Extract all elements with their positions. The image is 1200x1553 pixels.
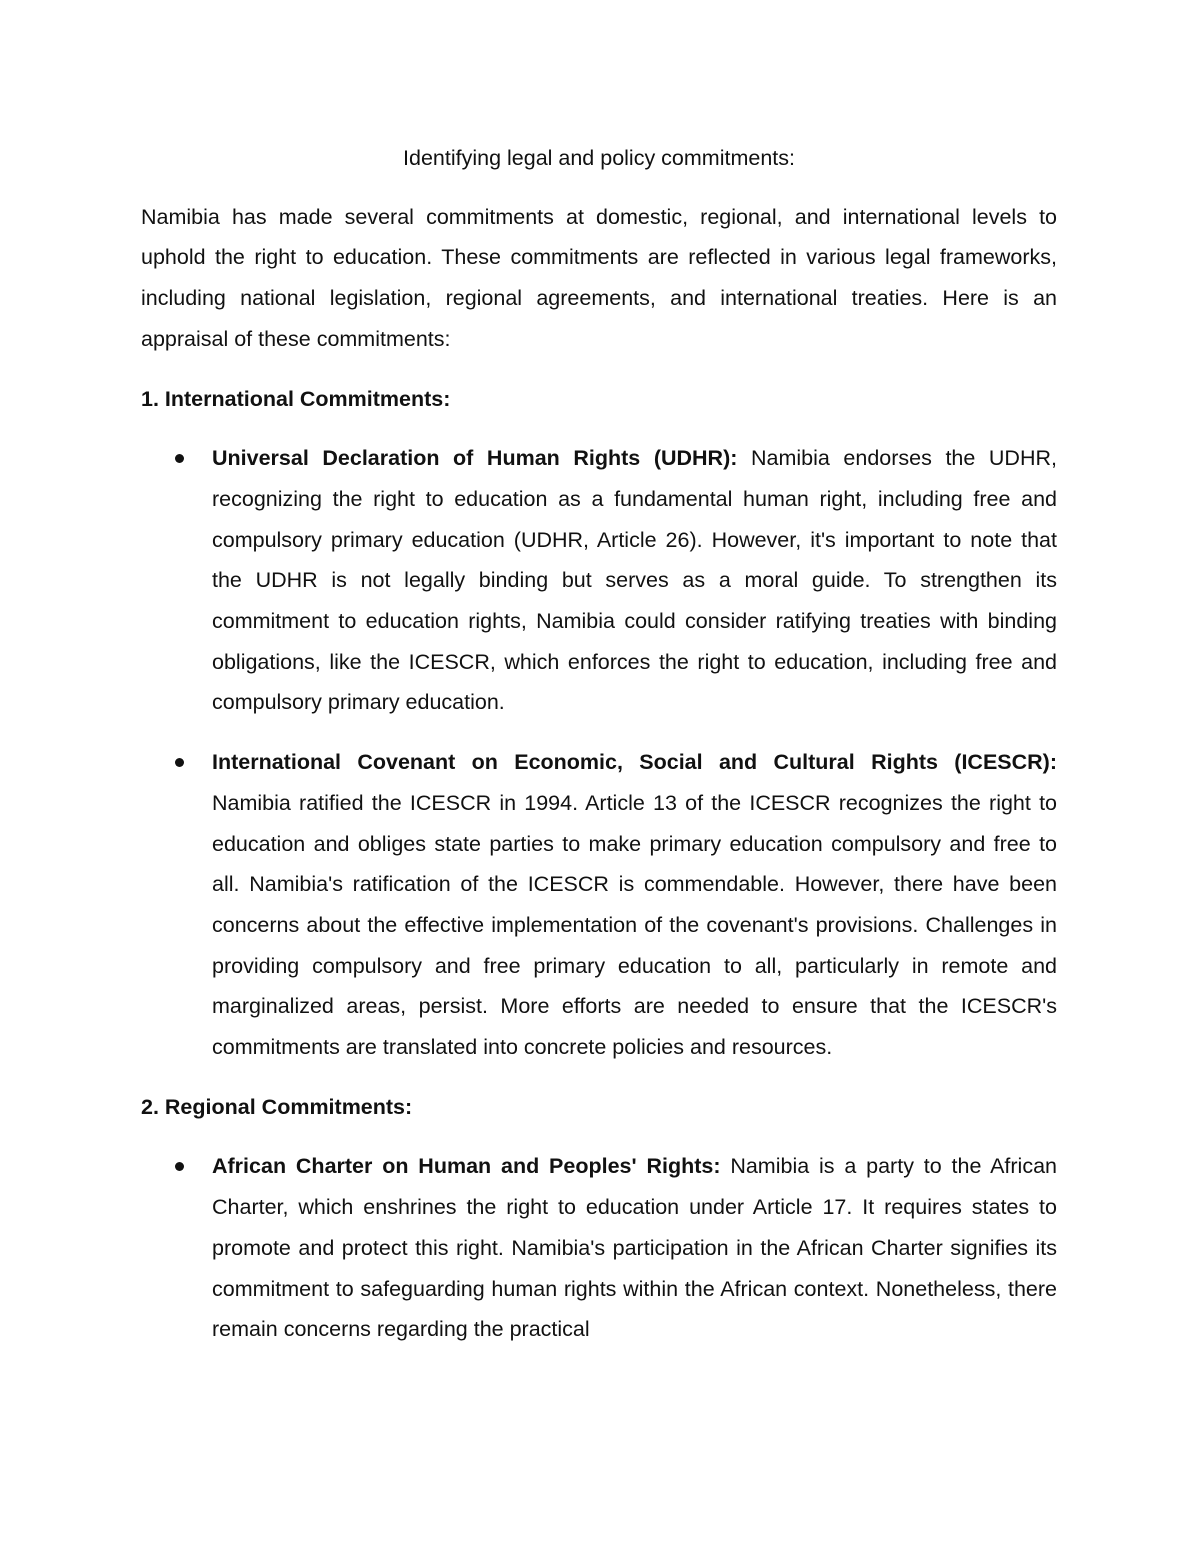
bullet-icon [175, 758, 184, 767]
international-commitments-list [141, 438, 1057, 1068]
list-item-icescr [141, 742, 1057, 1068]
list-item-african-charter [141, 1146, 1057, 1350]
intro-paragraph: Namibia has made several commitments at domestic, regional, and international levels to uphold the right to education. These commitments are reflected in various legal frameworks, including national legislation, regional agreements, and international treaties. Here is an appraisal of these commitments: [141, 204, 1057, 351]
list-item-udhr [141, 438, 1057, 723]
bullet-icon [175, 1162, 184, 1171]
bullet-icon [175, 454, 184, 463]
item-text-icescr: Namibia ratified the ICESCR in 1994. Article 13 of the ICESCR recognizes the right to education and obliges state parties to make primary education compulsory and free to all. Namibia's ratification of the ICESCR is commendable. However, there have been concerns about the effective implementation of the covenant's provisions. Challenges in providing compulsory and free primary education to all, particularly in remote and marginalized areas, persist. More efforts are needed to ensure that the ICESCR's commitments are translated into concrete policies and resources. [212, 790, 1057, 1060]
document-page [141, 138, 1057, 1369]
section-heading-regional: 2. Regional Commitments: [141, 1094, 413, 1119]
document-title: Identifying legal and policy commitments: [403, 146, 795, 170]
item-name-african-charter: African Charter on Human and Peoples' Rights: [212, 1154, 721, 1179]
section-heading-international: 1. International Commitments: [141, 386, 451, 411]
regional-commitments-list [141, 1146, 1057, 1350]
item-name-icescr: International Covenant on Economic, Social and Cultural Rights (ICESCR): [212, 750, 1057, 775]
item-name-udhr: Universal Declaration of Human Rights (UDHR): [212, 446, 738, 471]
item-text-african-charter: Namibia is a party to the African Charter, which enshrines the right to education under Article 17. It requires states to promote and protect this right. Namibia's participation in the African Charter signifies its commitment to safeguarding human rights within the African context. Nonetheless, there remain concerns regarding the practical [212, 1154, 1057, 1342]
item-text-udhr: Namibia endorses the UDHR, recognizing the right to education as a fundamental human right, including free and compulsory primary education (UDHR, Article 26). However, it's important to note that the UDHR is not legally binding but serves as a moral guide. To strengthen its commitment to education rights, Namibia could consider ratifying treaties with binding obligations, like the ICESCR, which enforces the right to education, including free and compulsory primary education. [212, 446, 1057, 715]
